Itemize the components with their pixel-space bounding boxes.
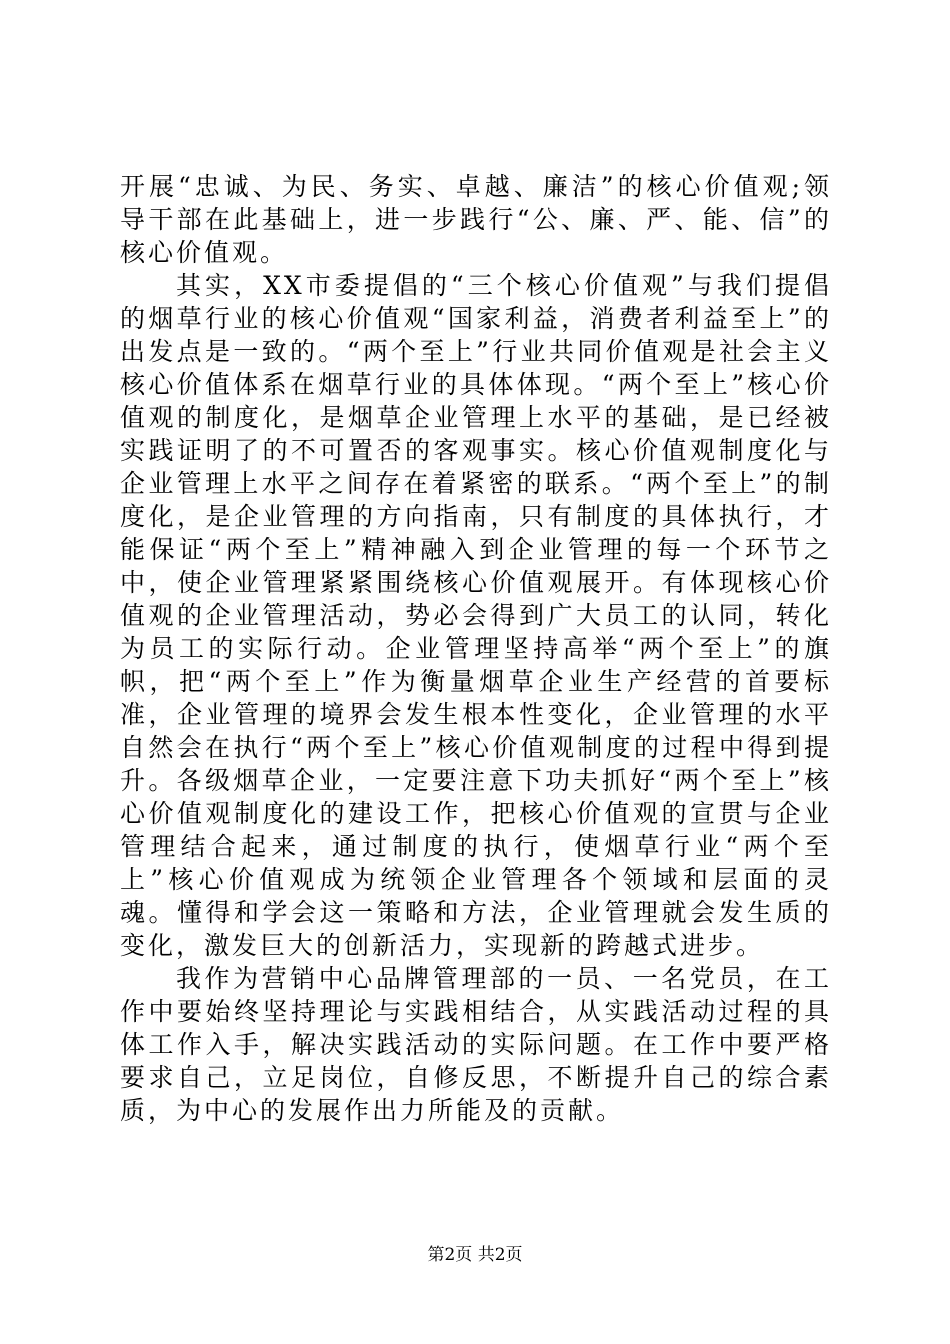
paragraph-personal-commitment: 我作为营销中心品牌管理部的一员、一名党员，在工作中要始终坚持理论与实践相结合，从实践活动过程的具体工作入手，解决实践活动的实际问题。在工作中要严格要求自己，立足岗位，自修反思，不断提升自己的综合素质，为中心的发展作出力所能及的贡献。 <box>120 964 832 1125</box>
page-number-footer: 第2页 共2页 <box>427 1245 523 1265</box>
paragraph-core-values: 其实，XX市委提倡的“三个核心价值观”与我们提倡的烟草行业的核心价值观“国家利益，消费者利益至上”的出发点是一致的。“两个至上”行业共同价值观是社会主义核心价值体系在烟草行业的具体体现。“两个至上”核心价值观的制度化，是烟草企业管理上水平的基础，是已经被实践证明了的不可置否的客观事实。核心价值观制度化与企业管理上水平之间存在着紧密的联系。“两个至上”的制度化，是企业管理的方向指南，只有制度的具体执行，才能保证“两个至上”精神融入到企业管理的每一个环节之中，使企业管理紧紧围绕核心价值观展开。有体现核心价值观的企业管理活动，势必会得到广大员工的认同，转化为员工的实际行动。企业管理坚持高举“两个至上”的旗帜，把“两个至上”作为衡量烟草企业生产经营的首要标准，企业管理的境界会发生根本性变化，企业管理的水平自然会在执行“两个至上”核心价值观制度的过程中得到提升。各级烟草企业，一定要注意下功夫抓好“两个至上”核心价值观制度化的建设工作，把核心价值观的宣贯与企业管理结合起来，通过制度的执行，使烟草行业“两个至上”核心价值观成为统领企业管理各个领域和层面的灵魂。懂得和学会这一策略和方法，企业管理就会发生质的变化，激发巨大的创新活力，实现新的跨越式进步。 <box>120 271 832 960</box>
paragraph-continuation: 开展“忠诚、为民、务实、卓越、廉洁”的核心价值观;领导干部在此基础上，进一步践行“公、廉、严、能、信”的核心价值观。 <box>120 172 832 267</box>
document-body <box>120 170 832 1127</box>
